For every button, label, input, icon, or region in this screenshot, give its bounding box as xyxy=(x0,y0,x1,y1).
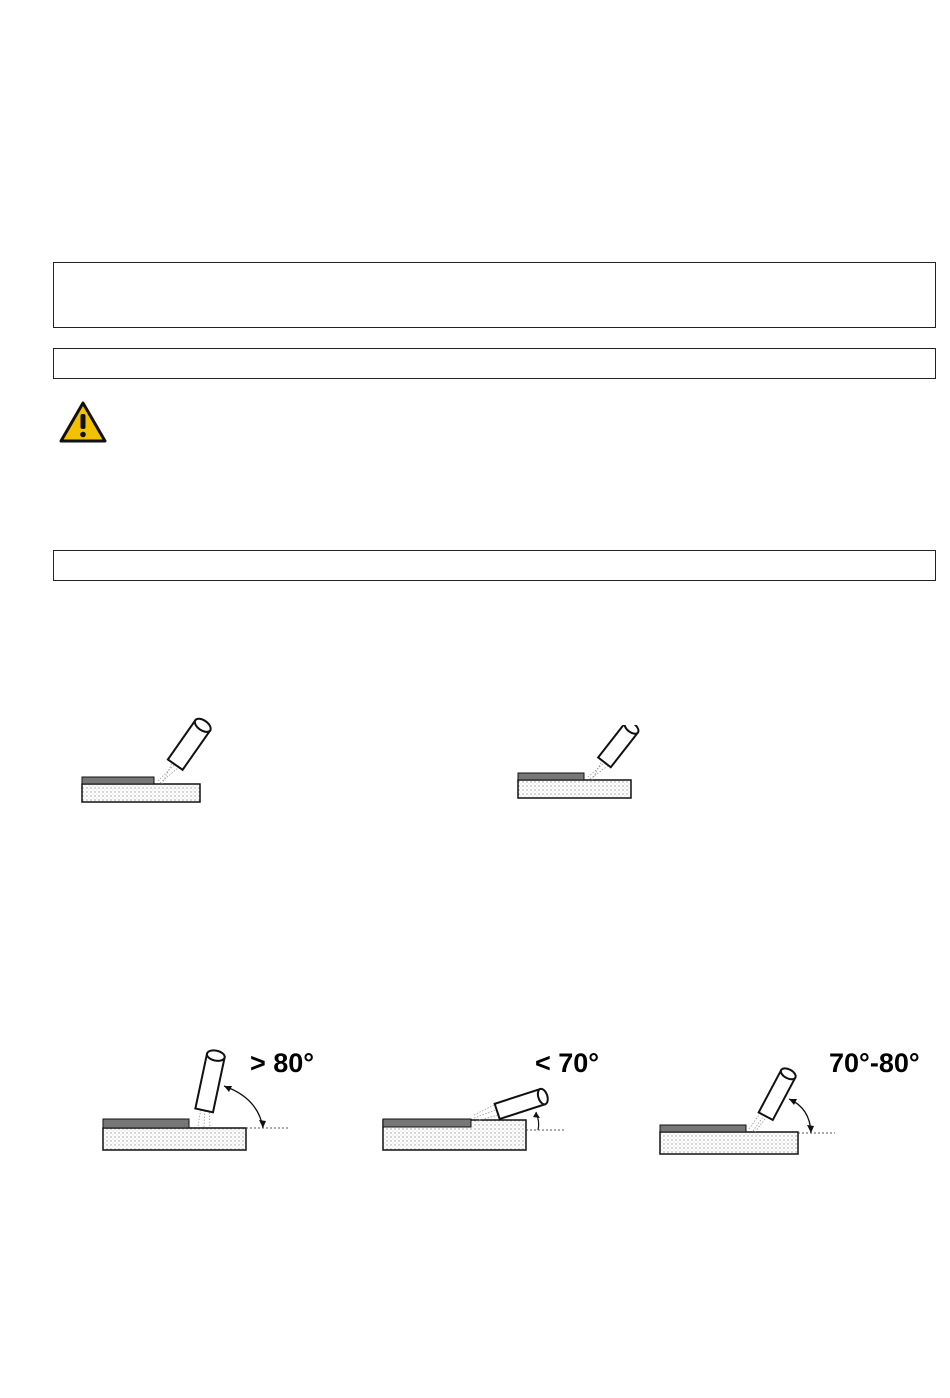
welding-figure-2 xyxy=(514,725,654,810)
angle-label-less-70: < 70° xyxy=(535,1048,600,1078)
angle-label-greater-80: > 80° xyxy=(250,1048,315,1078)
welding-figure-1 xyxy=(78,715,218,810)
angle-label-70-80: 70°-80° xyxy=(829,1048,920,1078)
section-heading-box-2 xyxy=(53,550,936,581)
section-heading-box xyxy=(53,348,936,379)
warning-triangle-icon xyxy=(59,401,107,443)
header-text-box xyxy=(53,262,936,328)
welding-angle-figure-2 xyxy=(378,1080,568,1155)
welding-angle-figure-3 xyxy=(655,1063,840,1161)
